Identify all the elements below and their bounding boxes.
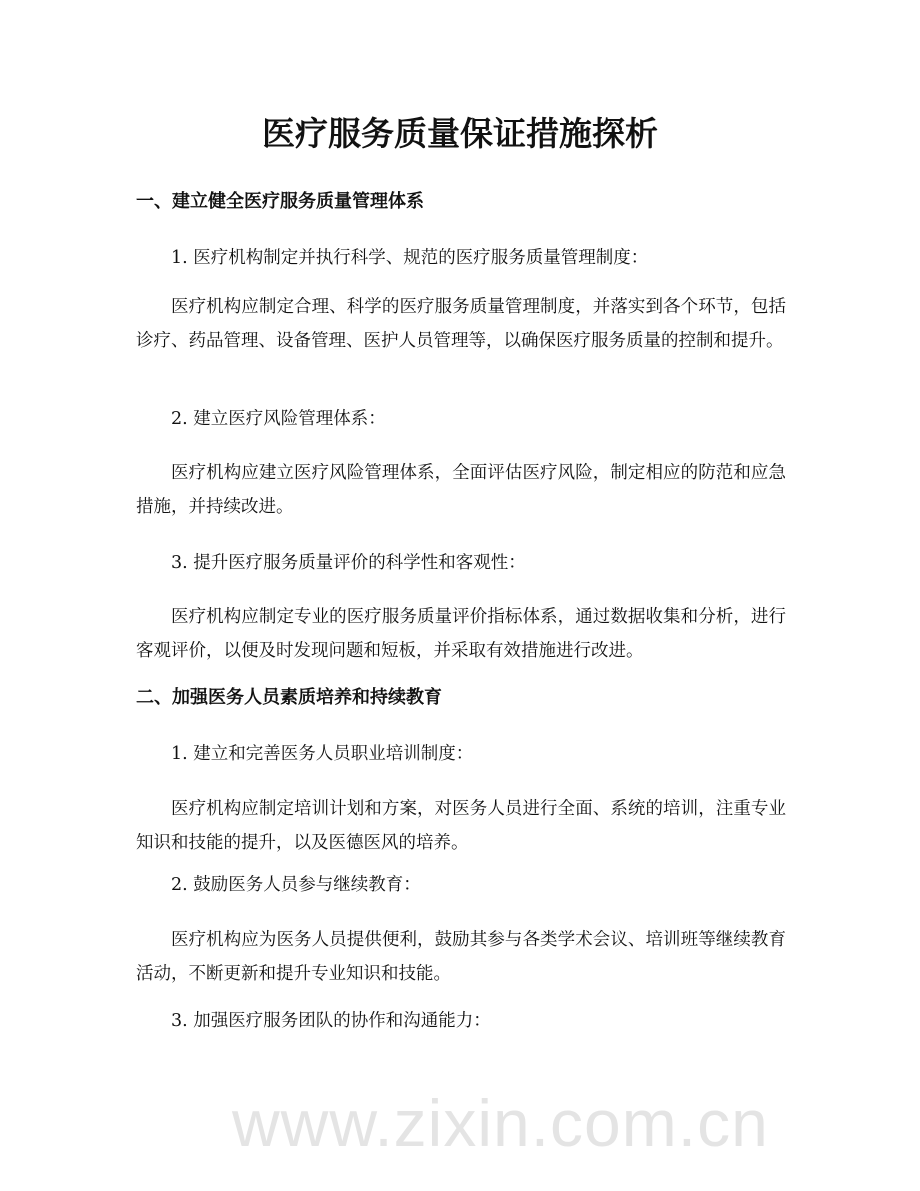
watermark: www.zixin.com.cn: [232, 1086, 769, 1160]
item-paragraph: 医疗机构应制定合理、科学的医疗服务质量管理制度，并落实到各个环节，包括诊疗、药品管理、设备管理、医护人员管理等，以确保医疗服务质量的控制和提升。: [136, 297, 786, 351]
section-heading-2: 二、加强医务人员素质培养和持续教育: [136, 687, 442, 708]
section-heading-1: 一、建立健全医疗服务质量管理体系: [136, 191, 424, 212]
item-label: 2. 鼓励医务人员参与继续教育：: [171, 875, 421, 895]
item-paragraph: 医疗机构应为医务人员提供便利，鼓励其参与各类学术会议、培训班等继续教育活动，不断更新和提升专业知识和技能。: [136, 930, 786, 984]
item-paragraph: 医疗机构应建立医疗风险管理体系，全面评估医疗风险，制定相应的防范和应急措施，并持续改进。: [136, 463, 786, 517]
item-paragraph: 医疗机构应制定培训计划和方案，对医务人员进行全面、系统的培训，注重专业知识和技能的提升，以及医德医风的培养。: [136, 799, 786, 853]
item-label: 2. 建立医疗风险管理体系：: [171, 409, 386, 429]
item-label: 3. 加强医疗服务团队的协作和沟通能力：: [171, 1011, 491, 1031]
item-label: 1. 医疗机构制定并执行科学、规范的医疗服务质量管理制度：: [171, 248, 649, 268]
item-label: 1. 建立和完善医务人员职业培训制度：: [171, 744, 474, 764]
document-title: 医疗服务质量保证措施探析: [262, 114, 658, 153]
item-label: 3. 提升医疗服务质量评价的科学性和客观性：: [171, 553, 526, 573]
item-paragraph: 医疗机构应制定专业的医疗服务质量评价指标体系，通过数据收集和分析，进行客观评价，以便及时发现问题和短板，并采取有效措施进行改进。: [136, 607, 786, 661]
